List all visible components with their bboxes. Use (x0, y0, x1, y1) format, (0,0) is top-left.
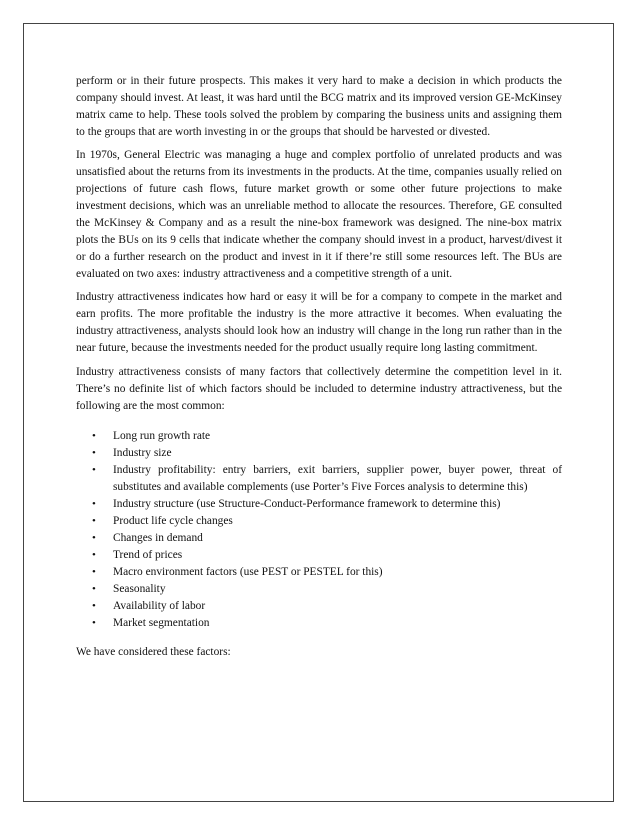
list-item-text: Industry structure (use Structure-Conduct-Performance framework to determine this) (113, 498, 501, 510)
list-item (76, 547, 562, 564)
bullet-icon: • (92, 566, 96, 578)
list-item (76, 581, 562, 598)
bullet-icon: • (92, 515, 96, 527)
list-item-text: Macro environment factors (use PEST or PESTEL for this) (113, 566, 383, 578)
list-item (76, 564, 562, 581)
bullet-icon: • (92, 532, 96, 544)
paragraph: Industry attractiveness indicates how hard or easy it will be for a company to compete in the market and earn profits. The more profitable the industry is the more attractive it becomes. When evaluating the industry attractiveness, analysts should look how an industry will change in the long run rather than in the near future, because the investments needed for the product usually require long lasting commitment. (76, 291, 562, 354)
list-item (76, 598, 562, 615)
list-item-text: Changes in demand (113, 532, 203, 544)
list-item-text: Industry size (113, 447, 172, 459)
list-item-text: Long run growth rate (113, 430, 211, 442)
list-item (76, 615, 562, 632)
list-item (76, 445, 562, 462)
paragraph: In 1970s, General Electric was managing a huge and complex portfolio of unrelated products and was unsatisfied about the returns from its investments in the products. At the time, companies usually relied on projections of future cash flows, future market growth or some other future projections to make investment decisions, which was an unreliable method to allocate the resources. Therefore, GE consulted the McKinsey & Company and as a result the nine-box framework was designed. The nine-box matrix plots the BUs on its 9 cells that indicate whether the company should invest in a product, harvest/divest it or do a further research on the product and invest in it if there’re still some resources left. The BUs are evaluated on two axes: industry attractiveness and a competitive strength of a unit. (76, 149, 562, 280)
list-item (76, 513, 562, 530)
bullet-icon: • (92, 498, 96, 510)
list-item-text: Industry profitability: entry barriers, exit barriers, supplier power, buyer power, threat of substitutes and available complements (use Porter’s Five Forces analysis to determine this) (113, 464, 562, 493)
list-item-text: Availability of labor (113, 600, 206, 612)
bullet-icon: • (92, 430, 96, 442)
document-body (76, 73, 562, 667)
list-item (76, 530, 562, 547)
paragraph: perform or in their future prospects. This makes it very hard to make a decision in which products the company should invest. At least, it was hard until the BCG matrix and its improved version GE-McKinsey matrix came to help. These tools solved the problem by comparing the business units and assigning them to the groups that are worth investing in or the groups that should be harvested or divested. (76, 75, 562, 138)
bullet-icon: • (92, 447, 96, 459)
bullet-icon: • (92, 617, 96, 629)
list-item-text: Trend of prices (113, 549, 183, 561)
paragraph: Industry attractiveness consists of many factors that collectively determine the competition level in it. There’s no definite list of which factors should be included to determine industry attractiveness, but the following are the most common: (76, 366, 562, 412)
bullet-icon: • (92, 549, 96, 561)
list-item-text: Product life cycle changes (113, 515, 233, 527)
bullet-icon: • (92, 583, 96, 595)
list-item-text: Market segmentation (113, 617, 210, 629)
list-item (76, 428, 562, 445)
factor-list (76, 428, 562, 632)
list-item (76, 496, 562, 513)
bullet-icon: • (92, 464, 96, 476)
closing-line: We have considered these factors: (76, 646, 231, 658)
list-item (76, 462, 562, 496)
bullet-icon: • (92, 600, 96, 612)
list-item-text: Seasonality (113, 583, 166, 595)
